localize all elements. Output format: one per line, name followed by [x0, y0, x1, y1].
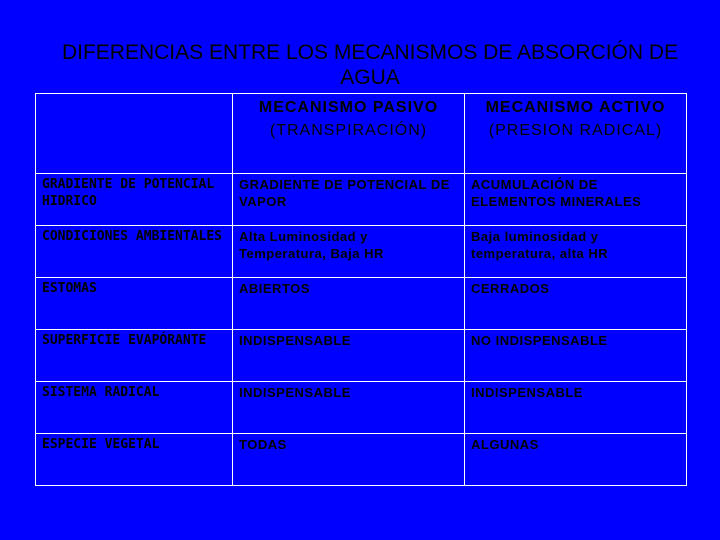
row-label: ESPECIE VEGETAL [36, 434, 233, 486]
header-active-subtitle: (PRESION RADICAL) [488, 122, 663, 139]
header-passive-mechanism [233, 94, 465, 174]
row-label: GRADIENTE DE POTENCIAL HIDRICO [36, 174, 233, 226]
header-active-title: MECANISMO ACTIVO [485, 99, 666, 116]
passive-cell: ABIERTOS [233, 278, 465, 330]
passive-cell: INDISPENSABLE [233, 382, 465, 434]
passive-cell: Alta Luminosidad y Temperatura, Baja HR [233, 226, 465, 278]
row-label: ESTOMAS [36, 278, 233, 330]
table-header-row [36, 94, 687, 174]
passive-cell: INDISPENSABLE [233, 330, 465, 382]
header-passive-title: MECANISMO PASIVO [258, 99, 439, 116]
active-cell: ALGUNAS [465, 434, 687, 486]
table-row [36, 278, 687, 330]
active-cell: Baja luminosidad y temperatura, alta HR [465, 226, 687, 278]
table-row [36, 382, 687, 434]
header-corner-cell [36, 94, 233, 174]
active-cell: INDISPENSABLE [465, 382, 687, 434]
header-active-mechanism [465, 94, 687, 174]
row-label: CONDICIONES AMBIENTALES [36, 226, 233, 278]
table-row [36, 330, 687, 382]
table-row [36, 434, 687, 486]
comparison-table [35, 93, 687, 486]
active-cell: CERRADOS [465, 278, 687, 330]
row-label: SISTEMA RADICAL [36, 382, 233, 434]
page-title: DIFERENCIAS ENTRE LOS MECANISMOS DE ABSORCIÓN DE AGUA [61, 41, 679, 89]
table-row [36, 174, 687, 226]
active-cell: ACUMULACIÓN DE ELEMENTOS MINERALES [465, 174, 687, 226]
table-row [36, 226, 687, 278]
header-passive-subtitle: (TRANSPIRACIÓN) [269, 122, 428, 139]
passive-cell: GRADIENTE DE POTENCIAL DE VAPOR [233, 174, 465, 226]
row-label: SUPERFICIE EVAPÓRANTE [36, 330, 233, 382]
passive-cell: TODAS [233, 434, 465, 486]
active-cell: NO INDISPENSABLE [465, 330, 687, 382]
